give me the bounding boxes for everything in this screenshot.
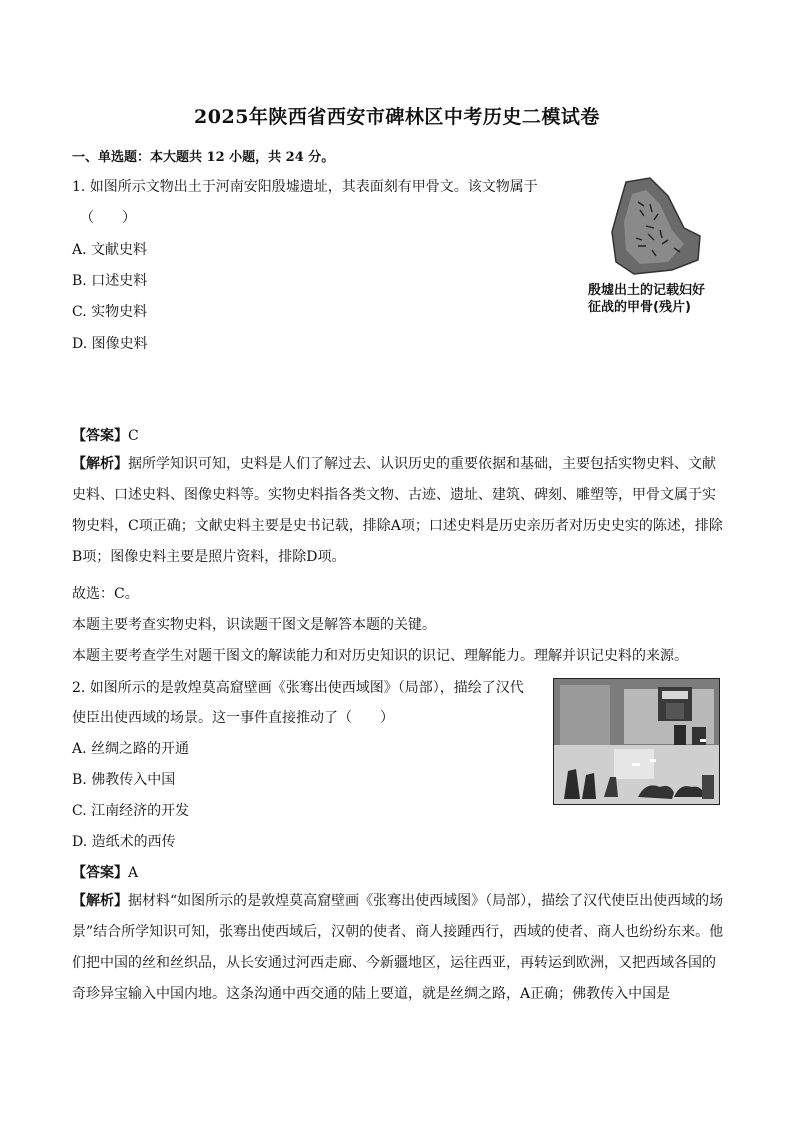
- q1-note2: 本题主要考查学生对题干图文的解读能力和对历史知识的识记、理解能力。理解并识记史料的来源。: [72, 648, 688, 664]
- q1-analysis: [72, 449, 724, 573]
- q2-option-c: C. 江南经济的开发: [72, 803, 190, 819]
- q2-answer: [72, 862, 138, 882]
- q2-option-b: B. 佛教传入中国: [72, 772, 176, 788]
- answer-value: C: [128, 428, 139, 444]
- q1-note1: 本题主要考查实物史料，识读题干图文是解答本题的关键。: [72, 617, 436, 633]
- figure-caption-line2: 征战的甲骨(残片): [588, 300, 691, 315]
- oracle-bone-image: [588, 174, 728, 279]
- q1-stem-line1: 1. 如图所示文物出土于河南安阳殷墟遗址，其表面刻有甲骨文。该文物属于: [72, 179, 538, 195]
- q1-option-c: C. 实物史料: [72, 304, 148, 320]
- analysis-text: 据所学知识可知，史料是人们了解过去、认识历史的重要依据和基础，主要包括实物史料、文献史料、口述史料、图像史料等。实物史料指各类文物、古迹、遗址、建筑、碑刻、雕塑等，甲骨文属于实物史料，C项正确；文献史料主要是史书记载，排除A项；口述史料是历史亲历者对历史史实的陈述，排除B项；图像史料主要是照片资料，排除D项。: [72, 456, 723, 565]
- figure-caption-line1: 殷墟出土的记载妇好: [588, 283, 706, 298]
- q2-option-a: A. 丝绸之路的开通: [72, 741, 190, 757]
- q1-stem-line2: （ ）: [80, 210, 136, 226]
- mural-figure: [553, 678, 720, 805]
- q1-option-d: D. 图像史料: [72, 336, 148, 352]
- q1-answer: [72, 425, 139, 445]
- answer-value: A: [128, 865, 139, 881]
- analysis-tag: 【解析】: [72, 456, 128, 472]
- analysis-tag: 【解析】: [72, 893, 128, 909]
- q2-option-d: D. 造纸术的西传: [72, 834, 176, 850]
- mural-image: [554, 679, 719, 804]
- oracle-bone-figure: [588, 174, 728, 324]
- q2-stem-line1: 2. 如图所示的是敦煌莫高窟壁画《张骞出使西域图》（局部），描绘了汉代: [72, 680, 524, 696]
- analysis-text: 据材料“如图所示的是敦煌莫高窟壁画《张骞出使西域图》（局部），描绘了汉代使臣出使西域的场景”结合所学知识可知，张骞出使西域后，汉朝的使者、商人接踵西行，西域的使者、商人也纷纷东来。他们把中国的丝和丝织品，从长安通过河西走廊、今新疆地区，运往西亚，再转运到欧洲，又把西域各国的奇珍异宝输入中国内地。这条沟通中西交通的陆上要道，就是丝绸之路，A正确；佛教传入中国是: [72, 893, 724, 1002]
- q1-conclusion: 故选：C。: [72, 586, 139, 602]
- q2-analysis: [72, 886, 724, 1010]
- q1-option-a: A. 文献史料: [72, 242, 148, 258]
- answer-tag: 【答案】: [72, 865, 128, 881]
- page-title: 2025年陕西省西安市碑林区中考历史二模试卷: [194, 106, 600, 128]
- figure-caption: [588, 282, 728, 316]
- section-heading: 一、单选题：本大题共 12 小题，共 24 分。: [72, 150, 335, 165]
- answer-tag: 【答案】: [72, 428, 128, 444]
- q1-option-b: B. 口述史料: [72, 273, 148, 289]
- q2-stem-line2: 使臣出使西域的场景。这一事件直接推动了（ ）: [72, 710, 394, 726]
